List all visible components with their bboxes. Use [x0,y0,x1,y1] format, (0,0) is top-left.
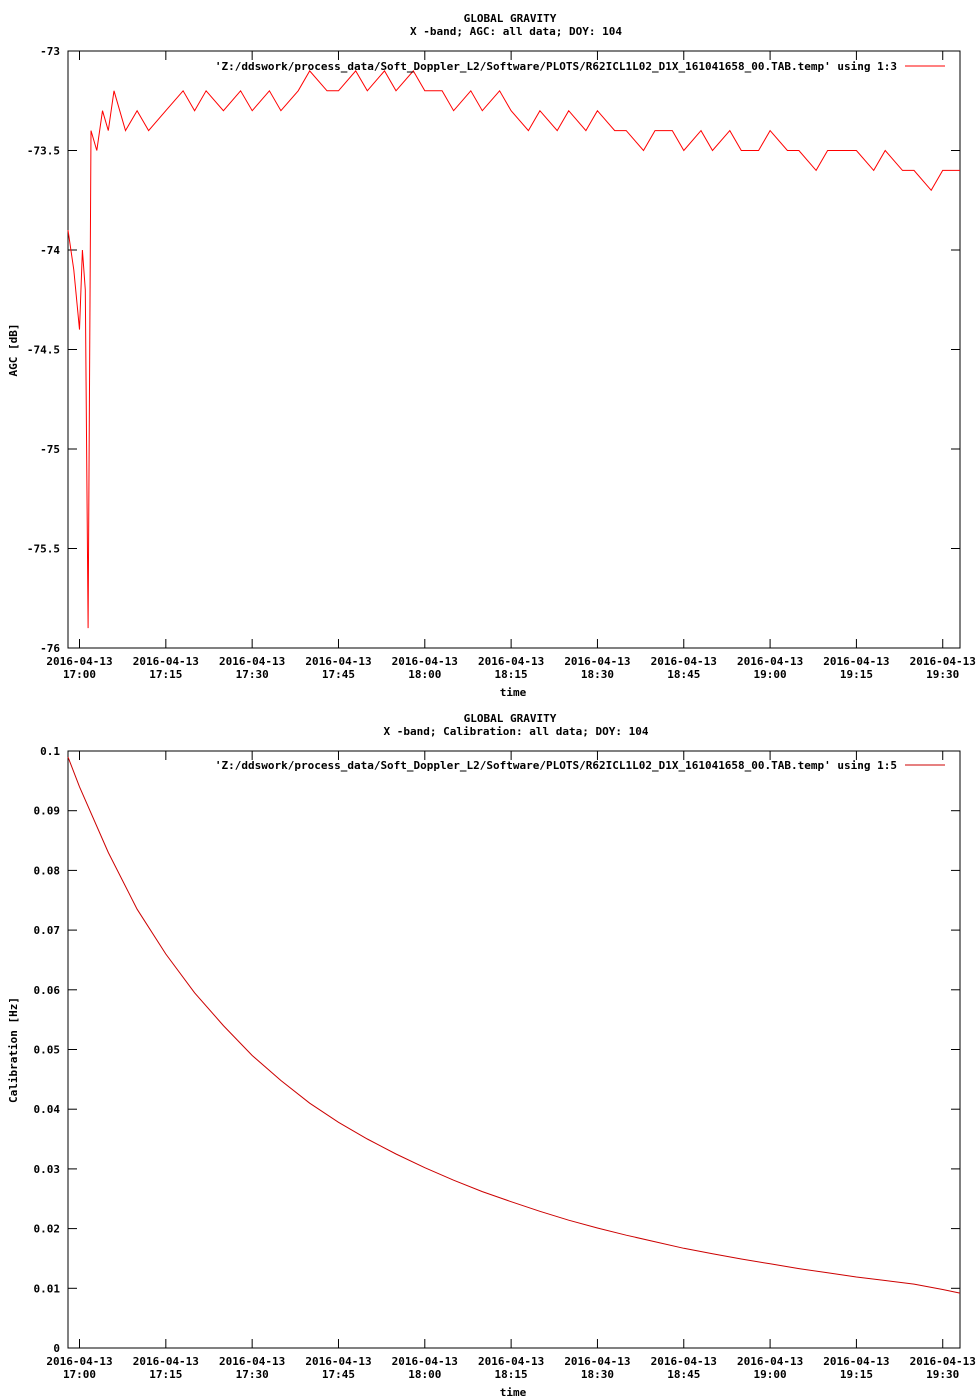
agc-chart-title: GLOBAL GRAVITY [463,12,557,25]
calibration-plot-area [68,751,960,1348]
calibration-x-label: time [499,1386,527,1399]
calibration-x-tick-date: 2016-04-13 [391,1355,458,1368]
agc-y-tick-label: -76 [40,642,60,655]
calibration-x-tick-time: 19:30 [926,1368,960,1381]
agc-x-tick-date: 2016-04-13 [909,655,976,668]
calibration-x-tick-date: 2016-04-13 [219,1355,286,1368]
calibration-x-tick-date: 2016-04-13 [736,1355,804,1368]
agc-x-tick-date: 2016-04-13 [132,655,199,668]
agc-x-tick-date: 2016-04-13 [391,655,458,668]
calibration-y-tick-label: 0.07 [33,924,60,938]
agc-x-tick-date: 2016-04-13 [46,655,113,668]
agc-y-tick-label: -74 [40,244,60,257]
agc-x-tick-date: 2016-04-13 [478,655,545,668]
calibration-chart [7,712,976,1399]
calibration-y-label: Calibration [Hz] [7,997,20,1103]
agc-x-tick-time: 19:00 [753,668,787,681]
calibration-x-ticks [46,751,975,1381]
calibration-x-tick-time: 17:00 [62,1368,97,1381]
agc-x-tick-time: 18:15 [494,668,528,681]
agc-plot-area [68,51,960,648]
calibration-chart-title: GLOBAL GRAVITY [463,712,557,725]
agc-series [68,71,960,628]
calibration-y-tick-label: 0 [53,1342,60,1355]
calibration-x-tick-time: 18:15 [494,1368,528,1381]
calibration-x-tick-time: 18:45 [667,1368,701,1381]
calibration-y-tick-label: 0.05 [33,1043,60,1057]
agc-chart [7,12,976,699]
agc-x-tick-time: 18:45 [667,668,701,681]
calibration-x-tick-time: 18:00 [408,1368,442,1381]
agc-x-tick-date: 2016-04-13 [564,655,631,668]
agc-x-tick-time: 19:15 [839,668,873,681]
calibration-legend-label: 'Z:/ddswork/process_data/Soft_Doppler_L2/Software/PLOTS/R62ICL1L02_D1X_161041658_00.TAB.temp' using 1:5 [214,759,897,772]
calibration-chart-subtitle: X -band; Calibration: all data; DOY: 104 [383,725,649,738]
calibration-series-line [68,757,960,1293]
agc-x-tick-date: 2016-04-13 [219,655,286,668]
calibration-x-tick-date: 2016-04-13 [650,1355,717,1368]
agc-x-tick-time: 18:00 [408,668,442,681]
calibration-y-ticks [34,745,961,1355]
agc-chart-subtitle: X -band; AGC: all data; DOY: 104 [410,25,622,38]
agc-x-tick-date: 2016-04-13 [650,655,717,668]
agc-y-ticks [27,45,960,655]
agc-y-tick-label: -73.5 [26,144,60,158]
agc-x-tick-time: 18:30 [580,668,615,681]
agc-legend-label: 'Z:/ddswork/process_data/Soft_Doppler_L2/Software/PLOTS/R62ICL1L02_D1X_161041658_00.TAB.temp' using 1:3 [214,60,897,73]
calibration-y-tick-label: 0.04 [33,1103,60,1117]
calibration-x-tick-date: 2016-04-13 [909,1355,976,1368]
calibration-y-tick-label: 0.09 [33,804,60,818]
agc-x-label: time [499,686,527,699]
calibration-x-tick-time: 17:30 [235,1368,269,1381]
agc-series-line [68,71,960,628]
agc-y-tick-label: -74.5 [26,343,60,357]
agc-x-tick-time: 19:30 [926,668,960,681]
agc-x-tick-time: 17:15 [149,668,183,681]
calibration-y-tick-label: 0.02 [33,1222,60,1236]
agc-y-tick-label: -75 [40,443,60,456]
calibration-x-tick-time: 17:15 [149,1368,183,1381]
agc-x-tick-date: 2016-04-13 [736,655,804,668]
calibration-y-tick-label: 0.06 [33,983,60,997]
agc-x-tick-time: 17:30 [235,668,269,681]
agc-y-tick-label: -75.5 [26,542,60,556]
calibration-x-tick-date: 2016-04-13 [823,1355,890,1368]
agc-x-tick-time: 17:45 [321,668,356,681]
calibration-x-tick-time: 17:45 [321,1368,356,1381]
calibration-y-tick-label: 0.03 [33,1162,60,1176]
calibration-x-tick-date: 2016-04-13 [132,1355,199,1368]
calibration-x-tick-date: 2016-04-13 [478,1355,545,1368]
calibration-y-tick-label: 0.08 [33,864,60,878]
calibration-series [68,757,960,1293]
agc-x-tick-date: 2016-04-13 [823,655,890,668]
calibration-x-tick-time: 19:00 [753,1368,787,1381]
calibration-x-tick-date: 2016-04-13 [46,1355,113,1368]
calibration-x-tick-date: 2016-04-13 [305,1355,372,1368]
agc-y-label: AGC [dB] [7,323,20,377]
calibration-y-tick-label: 0.1 [40,745,60,758]
calibration-y-tick-label: 0.01 [33,1282,60,1296]
calibration-x-tick-date: 2016-04-13 [564,1355,631,1368]
calibration-x-tick-time: 18:30 [580,1368,615,1381]
agc-x-tick-time: 17:00 [62,668,97,681]
agc-y-tick-label: -73 [40,45,60,58]
agc-x-tick-date: 2016-04-13 [305,655,372,668]
calibration-x-tick-time: 19:15 [839,1368,873,1381]
agc-x-ticks [46,51,975,681]
